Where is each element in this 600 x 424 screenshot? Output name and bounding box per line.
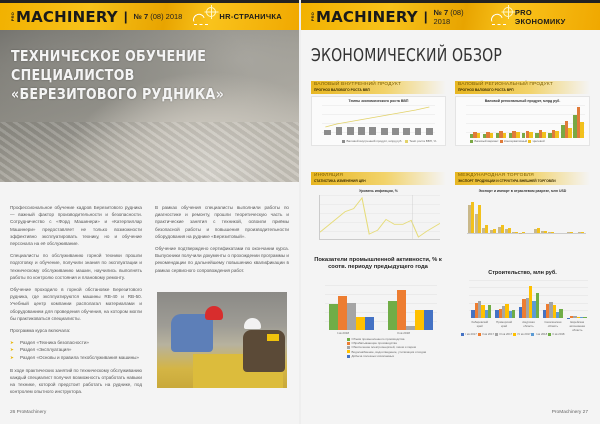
beach-umbrella-icon xyxy=(190,6,218,28)
program-intro: Программа курса включала: xyxy=(10,328,71,334)
logo-prefix: PRO xyxy=(310,11,315,22)
article-column-2 xyxy=(155,204,289,279)
logo: MACHINERY xyxy=(16,7,118,26)
gdp-chart: Темпы экономического роста ВВП Валовой внутренний продукт, млрд руб. Темп роста ВВП, % xyxy=(311,96,446,146)
page-footer-right: ProMachinery 27 xyxy=(551,410,588,415)
paragraph: В рамках обучения специалисты выполнили работы по диагностике и ремонту, прошли теоретическую часть и практические занятия с техникой, освоили приёмы безопасной работы и повышения производительности оборудования на руднике «Березитовый». xyxy=(155,205,289,239)
training-photo xyxy=(157,292,287,388)
panel-header: ВАЛОВЫЙ ВНУТРЕННИЙ ПРОДУКТ ПРОГНОЗ ВАЛОВОГО РОСТА ВВП xyxy=(311,81,446,94)
panel-header: ИНФЛЯЦИЯ СТАТИСТИКА ИЗМЕНЕНИЯ ЦЕН xyxy=(311,172,446,185)
inflation-chart: Уровень инфляции, % xyxy=(311,187,446,245)
program-list xyxy=(10,339,142,361)
grp-panel xyxy=(455,81,590,94)
section-label: PRO ЭКОНОМИКУ xyxy=(514,7,566,26)
trade-chart: Экспорт и импорт в отраслевом разрезе, млн USD xyxy=(455,187,590,253)
article-column-1 xyxy=(10,204,142,401)
list-item: ➤ Раздел «Эксплуатация» xyxy=(10,346,142,353)
right-page xyxy=(300,0,600,424)
paragraph: В ходе практических занятий по техническому обслуживанию каждый специалист получил возможность отработать навыки на технике, которой предстоит работать на руднике, под контролем опытного инструктора. xyxy=(10,367,142,395)
logo-separator: | xyxy=(423,9,428,24)
right-header xyxy=(300,0,600,30)
list-item: ➤ Раздел «Техника безопасности» xyxy=(10,339,142,346)
gdp-panel xyxy=(311,81,446,94)
hero-quarry-photo xyxy=(0,30,300,182)
paragraph: Профессиональное обучение кадров Березитового рудника — важный фактор производительности и безопасности. Сотрудничество с «Форд Машинери» и «Катерпиллар Машинери» предоставляет не только возможности эффективно эксплуатировать технику, но и обучение персонала на её обслуживание. xyxy=(10,205,142,247)
inflation-panel xyxy=(311,172,446,185)
construction-chart: Строительство, млн руб. Хабаровский край Приморский край Амурская область Сахалинская область Еврейская автономная область I кв 2017 II кв 2017 III кв 2017 IV кв 2017 I кв 2018 II кв 2018 xyxy=(455,270,590,340)
left-header xyxy=(0,0,300,30)
section-label: HR-СТРАНИЧКА xyxy=(219,12,282,21)
page-footer-left: 26 ProMachinery xyxy=(10,410,47,415)
logo-prefix: PRO xyxy=(10,11,15,22)
panel-header: МЕЖДУНАРОДНАЯ ТОРГОВЛЯ ЭКСПОРТ ПРОДУКЦИИ И СТРУКТУРА ВНЕШНЕЙ ТОРГОВЛИ xyxy=(455,172,590,185)
paragraph: Обучение подтверждено сертификатами по окончании курса. Выпускники получили документы о прохождении программы и рекомендации по дальнейшему повышению квалификации в рамках сервисного сопровождения работ. xyxy=(155,246,289,273)
issue-number: № 7 (08) 2018 xyxy=(433,7,464,26)
logo: MACHINERY xyxy=(316,7,418,26)
trade-panel xyxy=(455,172,590,185)
grp-chart: Валовой региональный продукт, млрд руб. Базовый вариант Консервативный Целевой xyxy=(455,96,590,146)
industrial-activity-chart: Показатели промышленной активности, % к соотв. периоду предыдущего года I кв 2018 II кв 2018 Объём промышленного производства Обрабатывающие производства Обеспечение электроэнергией, газом и паром Водоснабжение, водоотведение, утилизация отходов Добыча полезных ископаемых xyxy=(314,257,442,358)
issue-number: № 7 (08) 2018 xyxy=(133,12,183,21)
list-item: ➤ Раздел «Основы и правила техобслуживания машины» xyxy=(10,354,142,361)
paragraph: Специалисты по обслуживанию горной техники прошли подготовку и обучение, получили знания по эксплуатации и техническому обслуживанию машин, научились выполнять работы по контролю состояния и плановому ремонту. xyxy=(10,253,142,280)
beach-umbrella-icon xyxy=(488,6,515,28)
spine-divider xyxy=(299,0,301,424)
panel-header: ВАЛОВЫЙ РЕГИОНАЛЬНЫЙ ПРОДУКТ ПРОГНОЗ ВАЛОВОГО РОСТА ВРП xyxy=(455,81,590,94)
paragraph: Обучение проходило в горной обстановке Березитового рудника, где эксплуатируются машины RB-40 и RB-50. Учебный центр компании располагал материалами и оборудованием для проведения обучения, на котором могли бы практиковаться специалисты. xyxy=(10,287,142,321)
article-title: ТЕХНИЧЕСКОЕ ОБУЧЕНИЕ СПЕЦИАЛИСТОВ «БЕРЕЗИТОВОГО РУДНИКА» xyxy=(11,47,225,103)
logo-separator: | xyxy=(123,9,128,24)
page-title: ЭКОНОМИЧЕСКИЙ ОБЗОР xyxy=(311,45,502,66)
